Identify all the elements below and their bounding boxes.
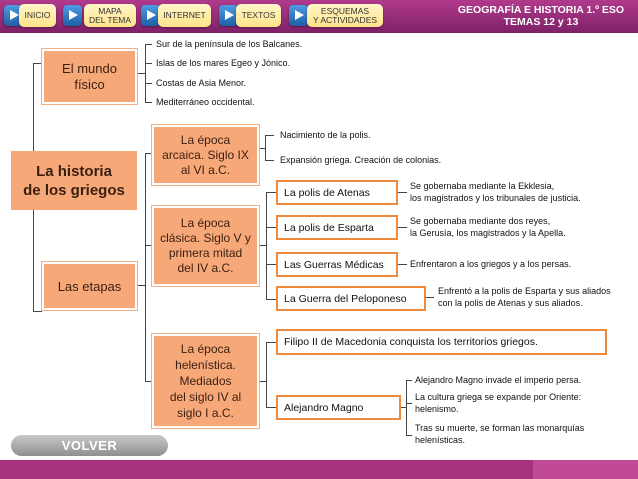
atenas-description: Se gobernaba mediante la Ekklesia, [410,181,555,191]
root-node-label-2: de los griegos [23,181,125,199]
helen-label-4: del siglo IV al [169,390,242,404]
connector-line [145,102,152,103]
esparta-description: Se gobernaba mediante dos reyes, [410,216,551,226]
connector-line [266,342,267,407]
connector-line [398,192,407,193]
mundo-fisico-label-1: El mundo [62,60,117,76]
connector-line [33,311,42,312]
arcaica-item: Nacimiento de la polis. [280,130,371,140]
bottom-bar-segment [533,460,638,479]
connector-line [406,380,407,435]
connector-line [266,264,276,265]
medicas-description: Enfrentaron a los griegos y a los persas. [410,259,572,269]
nav-esquemas-button[interactable] [307,4,383,27]
connector-line [398,227,407,228]
epoca-arcaica-node [152,125,259,185]
connector-line [145,381,152,382]
connector-line [406,380,412,381]
arcaica-label-3: al VI a.C. [180,162,231,177]
filipo-box: Filipo II de Macedonia conquista los territorios griegos. [276,329,607,355]
nav-inicio-button[interactable]: INICIO [19,4,56,27]
nav-mapa-label-1: MAPA [98,5,122,16]
mundo-item: Costas de Asia Menor. [156,78,247,88]
guerras-medicas-box: Las Guerras Médicas [276,252,398,277]
alejandro-item: Alejandro Magno invade el imperio persa. [415,375,582,385]
mundo-item: Islas de los mares Egeo y Jónico. [156,58,291,68]
connector-line [265,160,274,161]
clasica-label-4: del IV a.C. [177,261,234,275]
arcaica-label-1: La época [180,132,231,147]
nav-esquemas-label-1: ESQUEMAS [320,5,370,16]
connector-line [266,192,276,193]
connector-line [145,153,146,381]
header-title-line-1: GEOGRAFÍA E HISTORIA 1.º ESO [457,4,625,16]
mundo-fisico-label-2: físico [74,76,105,92]
connector-line [145,44,152,45]
alejandro-item: La cultura griega se expande por Oriente: [415,392,582,402]
peloponeso-description: Enfrentó a la polis de Esparta y sus aliados [438,286,611,296]
etapas-node: Las etapas [42,262,137,310]
header-title-line-2: TEMAS 12 y 13 [503,16,579,28]
connector-line [266,407,276,408]
connector-line [426,297,434,298]
connector-line [266,227,276,228]
mundo-item: Mediterráneo occidental. [156,97,255,107]
connector-line [265,135,274,136]
arrow-icon[interactable] [289,5,308,26]
connector-line [266,192,267,299]
connector-line [259,381,266,382]
clasica-label-3: primera mitad [168,246,243,260]
epoca-clasica-node [152,206,259,286]
connector-line [406,403,412,404]
mundo-fisico-node [42,49,137,104]
helen-label-1: La época [180,342,231,356]
connector-line [259,148,265,149]
nav-textos-button[interactable]: TEXTOS [236,4,281,27]
guerra-peloponeso-box: La Guerra del Peloponeso [276,286,426,311]
nav-mapa-label-2: DEL TEMA [88,14,132,25]
helen-label-3: Mediados [179,374,232,388]
esparta-description: la Gerusía, los magistrados y la Apella. [410,228,566,238]
connector-line [145,83,152,84]
alejandro-item: Tras su muerte, se forman las monarquías [415,423,585,433]
connector-line [406,435,412,436]
root-node-label-1: La historia [36,162,112,180]
volver-button[interactable]: VOLVER [11,435,168,456]
connector-line [401,407,406,408]
connector-line [266,299,276,300]
alejandro-magno-box: Alejandro Magno [276,395,401,420]
connector-line [398,264,407,265]
arcaica-label-2: arcaica. Siglo IX [162,147,249,162]
atenas-description: los magistrados y los tribunales de justicia. [410,193,581,203]
polis-esparta-box: La polis de Esparta [276,215,398,240]
header-title [444,4,638,28]
connector-line [145,63,152,64]
nav-mapa-button[interactable] [84,4,136,27]
connector-line [137,285,145,286]
top-nav-bar [0,0,638,33]
connector-line [33,63,42,64]
arcaica-item: Expansión griega. Creación de colonias. [280,155,442,165]
alejandro-item: helenismo. [415,404,459,414]
clasica-label-2: clásica. Siglo V y [160,231,251,245]
helen-label-2: helenística. [175,358,236,372]
helen-label-5: siglo I a.C. [177,406,234,420]
root-node [11,151,137,210]
bottom-bar [0,460,638,479]
connector-line [259,245,266,246]
connector-line [265,135,266,160]
mundo-item: Sur de la península de los Balcanes. [156,39,303,49]
connector-line [266,342,276,343]
clasica-label-1: La época [180,216,231,230]
connector-line [145,245,152,246]
connector-line [145,153,152,154]
polis-atenas-box: La polis de Atenas [276,180,398,205]
epoca-helenistica-node [152,334,259,428]
arrow-icon[interactable] [63,5,82,26]
nav-esquemas-label-2: Y ACTIVIDADES [312,14,378,25]
connector-line [145,44,146,102]
peloponeso-description: con la polis de Atenas y sus aliados. [438,298,583,308]
nav-internet-button[interactable]: INTERNET [158,4,211,27]
connector-line [137,73,145,74]
alejandro-item: helenísticas. [415,435,466,445]
